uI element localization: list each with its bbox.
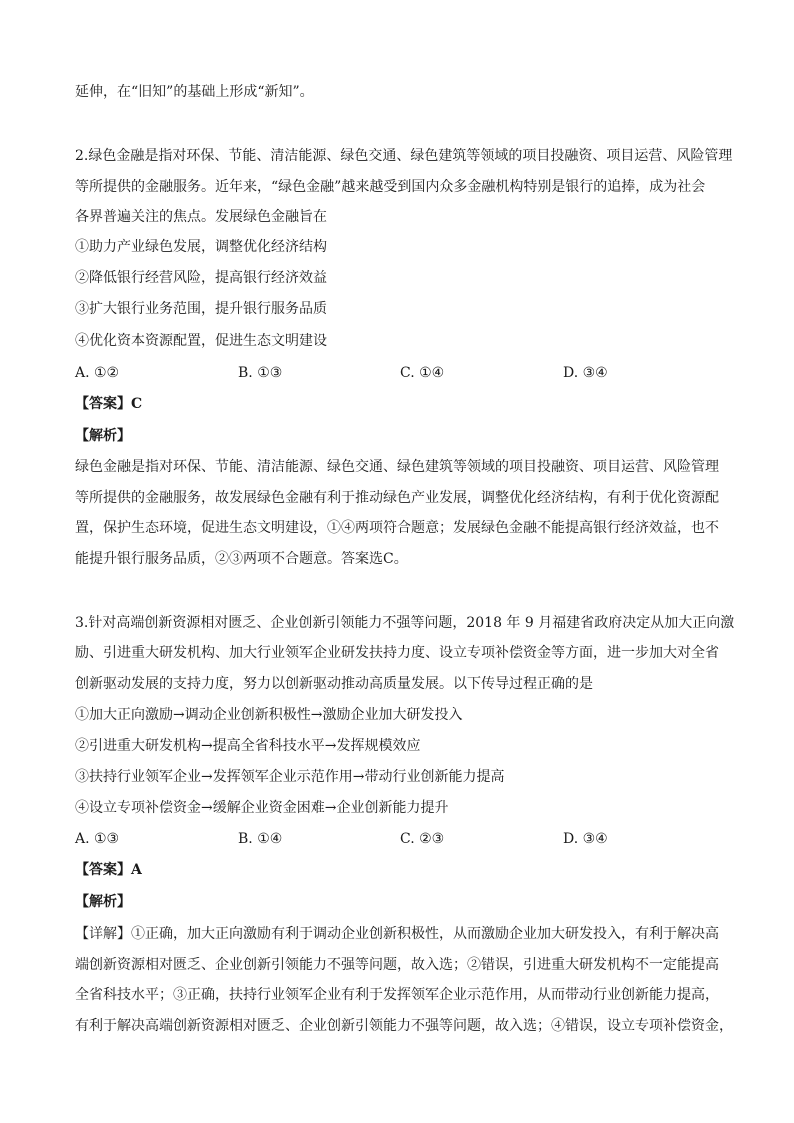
q2-item: ③扩大银行业务范围，提升银行服务品质 — [75, 301, 327, 317]
q3-option-b: B. ①④ — [238, 831, 283, 847]
q3-stem-line: 励、引进重大研发机构、加大行业领军企业研发扶持力度、设立专项补偿资金等方面，进一步加大对全省 — [75, 645, 719, 661]
q2-answer: 【答案】C — [75, 396, 143, 412]
q2-option-d: D. ③④ — [563, 365, 608, 381]
q2-stem-line: 等所提供的金融服务。近年来，“绿色金融”越来越受到国内众多金融机构特别是银行的追捧，成为社会 — [75, 179, 706, 195]
q3-analysis-line: 【详解】①正确，加大正向激励有利于调动企业创新积极性，从而激励企业加大研发投入，有利于解决高 — [75, 926, 719, 942]
q3-analysis-line: 有利于解决高端创新资源相对匮乏、企业创新引领能力不强等问题，故入选；④错误，设立专项补偿资金， — [75, 1018, 733, 1034]
q2-stem-line: 各界普遍关注的焦点。发展绿色金融旨在 — [75, 209, 327, 225]
q3-answer: 【答案】A — [75, 862, 142, 878]
q2-analysis-label: 【解析】 — [75, 428, 131, 444]
q2-option-b: B. ①③ — [238, 365, 283, 381]
q2-item: ④优化资本资源配置，促进生态文明建设 — [75, 333, 327, 349]
q2-option-c: C. ①④ — [400, 365, 445, 381]
q2-analysis-line: 能提升银行服务品质，②③两项不合题意。答案选C。 — [75, 551, 408, 567]
q2-analysis-line: 绿色金融是指对环保、节能、清洁能源、绿色交通、绿色建筑等领域的项目投融资、项目运营、风险管理 — [75, 459, 719, 475]
q3-analysis-line: 端创新资源相对匮乏、企业创新引领能力不强等问题，故入选；②错误，引进重大研发机构不一定能提高 — [75, 957, 719, 973]
q3-item: ④设立专项补偿资金→缓解企业资金困难→企业创新能力提升 — [75, 800, 449, 816]
q2-analysis-line: 置，保护生态环境，促进生态文明建设，①④两项符合题意；发展绿色金融不能提高银行经济效益，也不 — [75, 520, 719, 536]
q3-analysis-label: 【解析】 — [75, 894, 131, 910]
q3-stem-line: 创新驱动发展的支持力度，努力以创新驱动推动高质量发展。以下传导过程正确的是 — [75, 676, 593, 692]
q3-option-d: D. ③④ — [563, 831, 608, 847]
intro-line: 延伸，在“旧知”的基础上形成“新知”。 — [75, 84, 314, 100]
q3-option-c: C. ②③ — [400, 831, 445, 847]
q2-analysis-line: 等所提供的金融服务，故发展绿色金融有利于推动绿色产业发展，调整优化经济结构，有利于优化资源配 — [75, 490, 719, 506]
q3-analysis-line: 全省科技水平；③正确，扶持行业领军企业有利于发挥领军企业示范作用，从而带动行业创新能力提高， — [75, 987, 719, 1003]
q3-item: ②引进重大研发机构→提高全省科技水平→发挥规模效应 — [75, 738, 421, 754]
q3-item: ③扶持行业领军企业→发挥领军企业示范作用→带动行业创新能力提高 — [75, 769, 505, 785]
q2-item: ①助力产业绿色发展，调整优化经济结构 — [75, 239, 327, 255]
q3-item: ①加大正向激励→调动企业创新积极性→激励企业加大研发投入 — [75, 707, 463, 723]
q2-item: ②降低银行经营风险，提高银行经济效益 — [75, 270, 327, 286]
q2-stem-line: 2.绿色金融是指对环保、节能、清洁能源、绿色交通、绿色建筑等领域的项目投融资、项目运营、风险管理 — [75, 148, 733, 164]
q3-option-a: A. ①③ — [75, 831, 120, 847]
q2-option-a: A. ①② — [75, 365, 120, 381]
q3-stem-line: 3.针对高端创新资源相对匮乏、企业创新引领能力不强等问题，2018 年 9 月福建省政府决定从加大正向激 — [75, 615, 735, 631]
